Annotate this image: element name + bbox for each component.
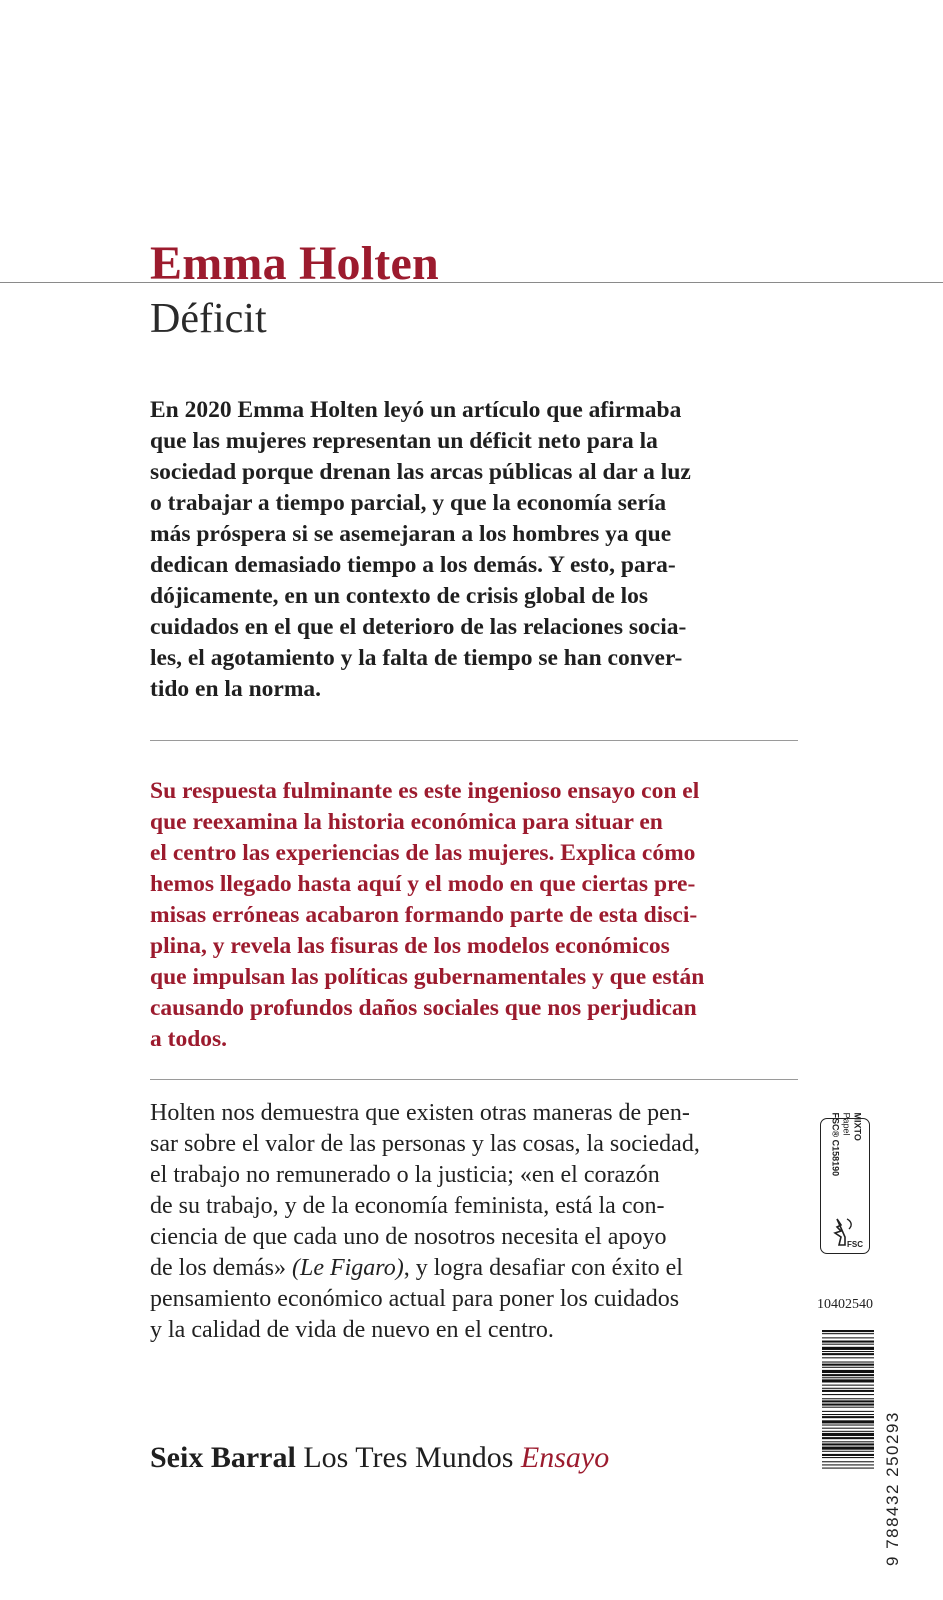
text-line: más próspera si se asemejaran a los hombres ya que [150,521,672,547]
text-line: que reexamina la historia económica para situar en [150,809,663,835]
barcode-bar [822,1367,874,1368]
fsc-code: FSC® C158190 [830,1112,841,1177]
text-line: sar sobre el valor de las personas y las cosas, la sociedad, [150,1131,700,1157]
series-name: Ensayo [520,1441,610,1474]
text-line: que las mujeres representan un déficit neto para la [150,428,658,454]
text-line: dójicamente, en un contexto de crisis global de los [150,583,649,609]
text-line: a todos. [150,1026,228,1052]
barcode-bar [822,1420,874,1423]
barcode-bar [822,1457,874,1458]
text-line: pensamiento económico actual para poner los cuidados [150,1286,680,1312]
text-line [150,1253,800,1284]
barcode-bar [822,1468,874,1469]
book-title: Déficit [150,296,267,342]
barcode-bar [822,1357,874,1358]
barcode-bar [822,1404,874,1406]
barcode-bar [822,1344,874,1345]
barcode-bar [822,1411,874,1412]
barcode-bar [822,1454,874,1456]
text-line: el centro las experiencias de las mujeres. Explica cómo [150,840,696,866]
publisher-imprint [150,1440,609,1476]
barcode-bar [822,1441,874,1442]
barcode-bar [822,1437,874,1439]
isbn-number: 9 788432 250293 [883,1411,902,1566]
barcode-bar [822,1398,874,1399]
barcode-bar [822,1362,874,1363]
text-fragment: , y logra desafiar con éxito el [403,1255,683,1281]
barcode-bar [822,1451,874,1452]
barcode-bar [822,1341,874,1343]
text-line: En 2020 Emma Holten leyó un artículo que afirmaba [150,397,682,423]
barcode-bar [822,1390,874,1392]
barcode-bar [822,1400,874,1402]
text-line: Holten nos demuestra que existen otras maneras de pen- [150,1100,690,1126]
barcode-bar [822,1425,874,1426]
author-name: Emma Holten [150,237,439,290]
text-fragment: de los demás» [150,1255,292,1281]
barcode-bar [822,1464,874,1465]
fsc-papel: Papel [841,1112,852,1136]
barcode-bar [822,1414,874,1415]
text-line: dedican demasiado tiempo a los demás. Y esto, para- [150,552,676,578]
barcode-bar [822,1407,874,1408]
text-line: les, el agotamiento y la falta de tiempo se han conver- [150,645,683,671]
fsc-certification-badge [820,1112,870,1254]
barcode-bar [822,1377,874,1378]
fsc-mixto: MIXTO [852,1112,863,1141]
text-line: hemos llegado hasta aquí y el modo en que ciertas pre- [150,871,696,897]
barcode-bar [822,1428,874,1429]
text-line: causando profundos daños sociales que nos perjudican [150,995,697,1021]
barcode-bar [822,1431,874,1432]
text-line: el trabajo no remunerado o la justicia; «en el corazón [150,1162,660,1188]
product-code: 10402540 [817,1297,873,1312]
quote-source: (Le Figaro) [291,1255,404,1281]
text-line: o trabajar a tiempo parcial, y que la economía sería [150,490,667,516]
collection-name: Los Tres Mundos [303,1441,514,1474]
text-line: ciencia de que cada uno de nosotros necesita el apoyo [150,1224,667,1250]
text-line: de su trabajo, y de la economía feminista, está la con- [150,1193,665,1219]
barcode-bar [822,1433,874,1436]
barcode-bar [822,1379,874,1382]
barcode-bar [822,1447,874,1450]
barcode-bar [822,1385,874,1386]
text-line: que impulsan las políticas gubernamentales y que están [150,964,705,990]
barcode-bar [822,1333,874,1334]
barcode-bar [822,1353,874,1355]
barcode-bar [822,1374,874,1376]
synopsis-paragraph-3 [150,1098,800,1346]
top-divider [0,282,943,283]
synopsis-paragraph-1 [150,395,800,705]
barcode-bar [822,1330,874,1332]
text-line: cuidados en el que el deterioro de las relaciones socia- [150,614,687,640]
text-line: y la calidad de vida de nuevo en el centro. [150,1317,554,1343]
text-line: sociedad porque drenan las arcas públicas al dar a luz [150,459,691,485]
barcode-bar [822,1337,874,1338]
barcode-bar [822,1394,874,1395]
barcode-bar [822,1364,874,1366]
barcode-bar [822,1370,874,1373]
svg-text:FSC: FSC [847,1240,863,1249]
section-divider [150,740,798,741]
text-line: misas erróneas acabaron formando parte de esta disci- [150,902,698,928]
synopsis-paragraph-2 [150,776,800,1055]
text-line: plina, y revela las fisuras de los modelos económicos [150,933,670,959]
barcode-bar [822,1351,874,1352]
text-line: tido en la norma. [150,676,322,702]
barcode-bar [822,1461,874,1462]
barcode-bar [822,1416,874,1418]
text-line: Su respuesta fulminante es este ingenioso ensayo con el [150,778,700,804]
fsc-tree-icon [831,1215,863,1249]
barcode-bar [822,1347,874,1350]
publisher-name: Seix Barral [150,1441,296,1474]
section-divider [150,1079,798,1080]
barcode-bar [822,1388,874,1389]
barcode-bar [822,1443,874,1445]
